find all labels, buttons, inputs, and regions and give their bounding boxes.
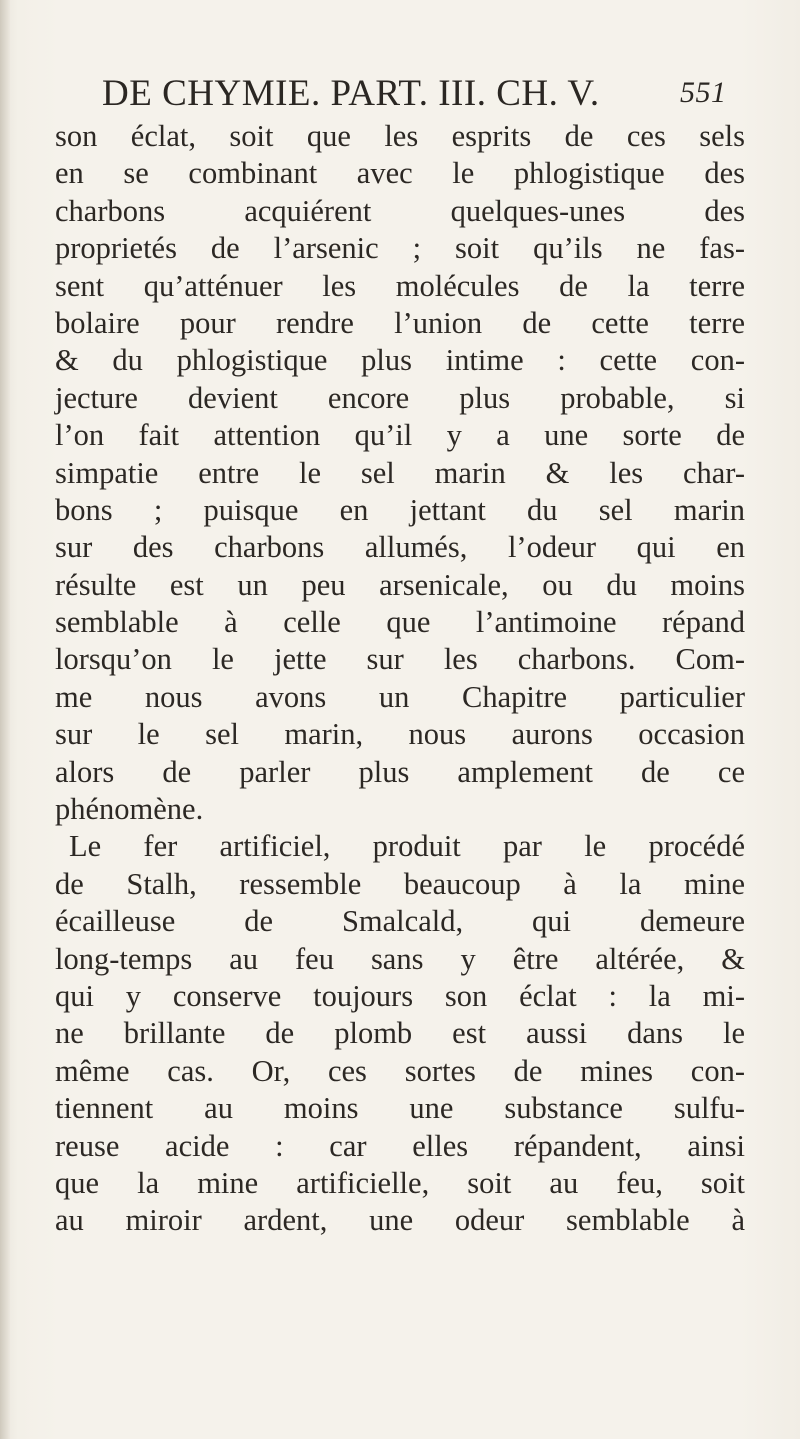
text-line: en se combinant avec le phlogistique des	[55, 156, 745, 191]
text-line-paragraph-end: phénomène.	[55, 792, 204, 827]
text-line: sur le sel marin, nous aurons occasion	[55, 717, 745, 752]
page-header	[102, 72, 727, 120]
text-line: ne brillante de plomb est aussi dans le	[55, 1016, 745, 1051]
text-line: que la mine artificielle, soit au feu, soit	[55, 1165, 745, 1200]
text-line: lorsqu’on le jette sur les charbons. Com-	[55, 642, 745, 677]
body-text	[55, 118, 745, 1240]
text-line: résulte est un peu arsenicale, ou du moins	[55, 567, 745, 602]
running-head: DE CHYMIE. PART. III. CH. V.	[102, 73, 600, 114]
text-line: sent qu’atténuer les molécules de la terre	[55, 268, 745, 303]
text-line: charbons acquiérent quelques-unes des	[55, 193, 745, 228]
text-line: bolaire pour rendre l’union de cette terre	[55, 305, 745, 340]
text-line: proprietés de l’arsenic ; soit qu’ils ne fas-	[55, 231, 745, 266]
text-line: qui y conserve toujours son éclat : la mi-	[55, 978, 745, 1013]
text-line: même cas. Or, ces sortes de mines con-	[55, 1053, 745, 1088]
text-line: reuse acide : car elles répandent, ainsi	[55, 1128, 745, 1163]
text-line: tiennent au moins une substance sulfu-	[55, 1091, 745, 1126]
text-line: jecture devient encore plus probable, si	[55, 380, 745, 415]
text-line: l’on fait attention qu’il y a une sorte de	[55, 418, 745, 453]
text-line: sur des charbons allumés, l’odeur qui en	[55, 530, 745, 565]
text-line: de Stalh, ressemble beaucoup à la mine	[55, 866, 745, 901]
text-line: simpatie entre le sel marin & les char-	[55, 455, 745, 490]
text-line: alors de parler plus amplement de ce	[55, 754, 745, 789]
page-number: 551	[680, 76, 727, 109]
text-line: long-temps au feu sans y être altérée, &	[55, 941, 745, 976]
page-binding-edge	[0, 0, 10, 1439]
text-line-paragraph-start: Le fer artificiel, produit par le procédé	[69, 829, 745, 864]
text-line: semblable à celle que l’antimoine répand	[55, 605, 745, 640]
text-line: son éclat, soit que les esprits de ces sels	[55, 119, 745, 153]
text-line: au miroir ardent, une odeur semblable à	[55, 1203, 745, 1238]
text-line: bons ; puisque en jettant du sel marin	[55, 492, 745, 527]
text-line: écailleuse de Smalcald, qui demeure	[55, 904, 745, 939]
text-line: & du phlogistique plus intime : cette con-	[55, 343, 745, 378]
text-line: me nous avons un Chapitre particulier	[55, 679, 745, 714]
